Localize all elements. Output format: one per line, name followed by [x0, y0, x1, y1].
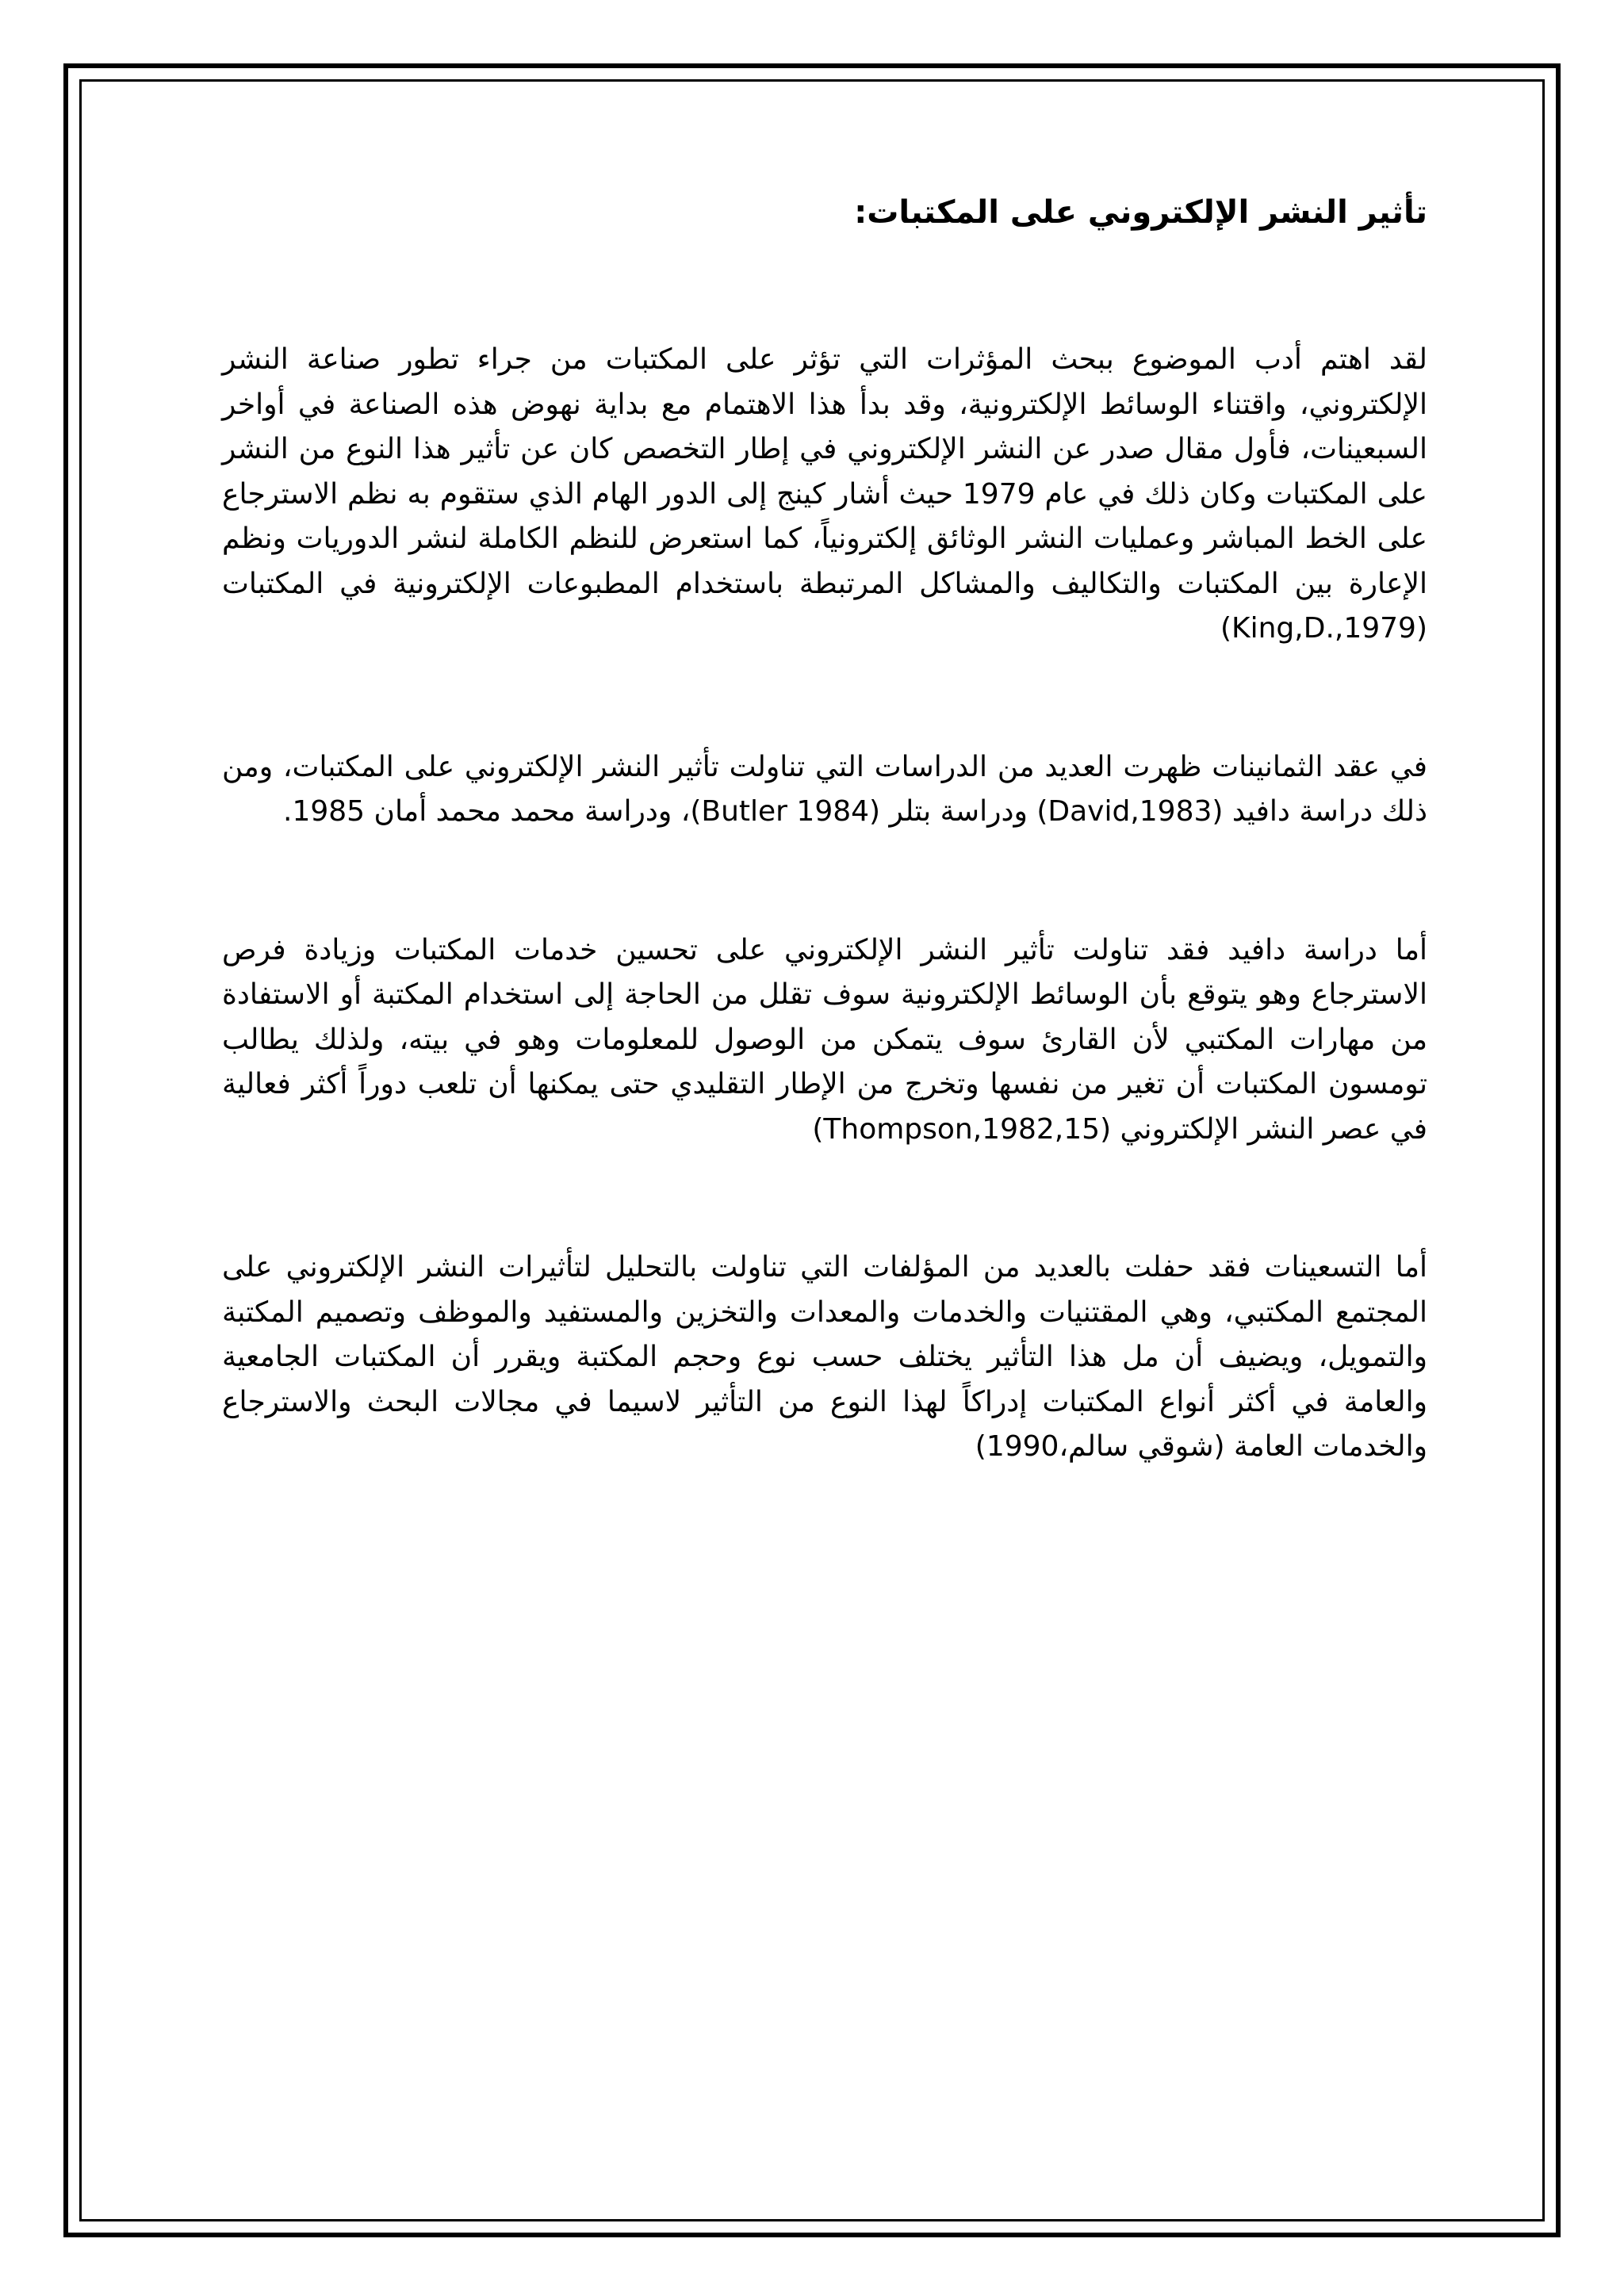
document-body	[222, 190, 1427, 1563]
paragraph-1980s: في عقد الثمانينات ظهرت العديد من الدراسات التي تناولت تأثير النشر الإلكتروني على المكتبات، ومن ذلك دراسة دافيد (David,1983) ودراسة بتلر (Butler 1984)، ودراسة محمد محمد أمان 1985.	[222, 750, 1427, 828]
page-title: تأثير النشر الإلكتروني على المكتبات:	[854, 194, 1427, 231]
paragraph-david-study: أما دراسة دافيد فقد تناولت تأثير النشر الإلكتروني على تحسين خدمات المكتبات وزيادة فرص الاسترجاع وهو يتوقع بأن الوسائط الإلكترونية سوف تقلل من الحاجة إلى استخدام المكتبة أو الاستفادة من مهارات المكتبي لأن القارئ سوف يتمكن من الوصول للمعلومات وهو في بيته، ولذلك يطالب تومسون المكتبات أن تغير من نفسها وتخرج من الإطار التقليدي حتى يمكنها أن تلعب دوراً أكثر فعالية في عصر النشر الإلكتروني (Thompson,1982,15)	[222, 933, 1427, 1146]
paragraph-1970s: لقد اهتم أدب الموضوع ببحث المؤثرات التي تؤثر على المكتبات من جراء تطور صناعة النشر الإلكتروني، واقتناء الوسائط الإلكترونية، وقد بدأ هذا الاهتمام مع بداية نهوض هذه الصناعة في أواخر السبعينات، فأول مقال صدر عن النشر الإلكتروني في إطار التخصص كان عن تأثير هذا النوع من النشر على المكتبات وكان ذلك في عام 1979 حيث أشار كينج إلى الدور الهام الذي ستقوم به نظم الاسترجاع على الخط المباشر وعمليات النشر الوثائق إلكترونياً، كما استعرض للنظم الكاملة لنشر الدوريات ونظم الإعارة بين المكتبات والتكاليف والمشاكل المرتبطة باستخدام المطبوعات الإلكترونية في المكتبات (King,D.,1979)	[222, 343, 1427, 645]
paragraph-1990s: أما التسعينات فقد حفلت بالعديد من المؤلفات التي تناولت بالتحليل لتأثيرات النشر الإلكتروني على المجتمع المكتبي، وهي المقتنيات والخدمات والمعدات والتخزين والمستفيد والموظف وتصميم المكتبة والتمويل، ويضيف أن مل هذا التأثير يختلف حسب نوع وحجم المكتبة ويقرر أن المكتبات الجامعية والعامة في أكثر أنواع المكتبات إدراكاً لهذا النوع من التأثير لاسيما في مجالات البحث والاسترجاع والخدمات العامة (شوقي سالم،1990)	[222, 1251, 1427, 1464]
